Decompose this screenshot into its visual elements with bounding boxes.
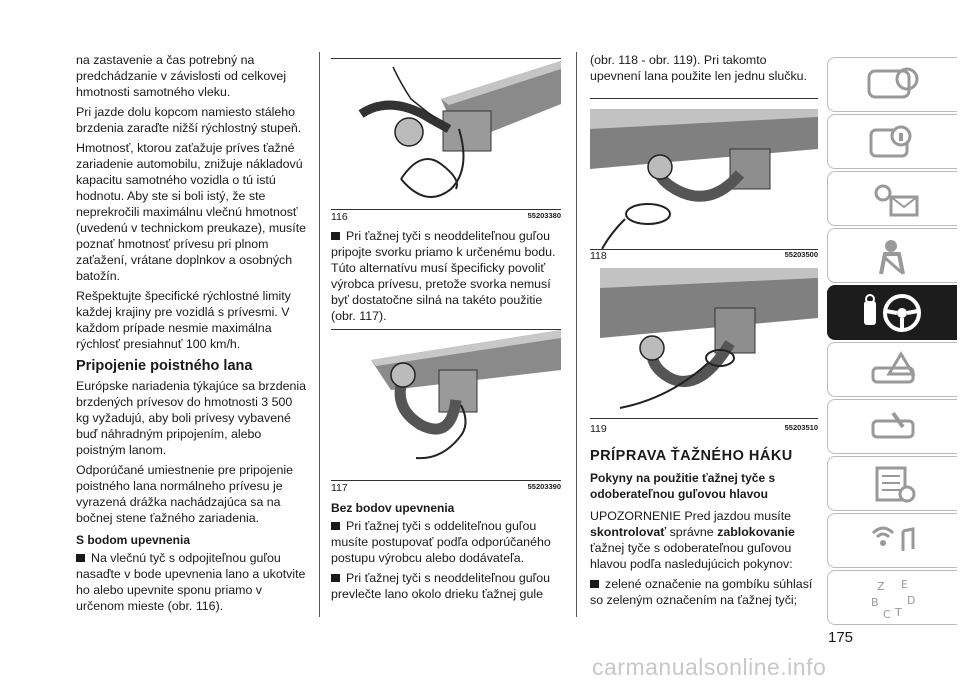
multimedia-icon <box>863 521 923 561</box>
steering-key-icon <box>858 291 928 335</box>
figure-caption: 119 55203510 <box>590 423 818 435</box>
figure-117 <box>331 329 561 481</box>
specs-icon <box>863 464 923 504</box>
repair-icon <box>863 407 923 447</box>
svg-text:D: D <box>906 593 915 607</box>
paragraph: Pri jazde dolu kopcom namiesto stáleho brzdenia zaraďte nižší rýchlostný stupeň. <box>76 105 302 135</box>
tab-index[interactable] <box>827 570 957 625</box>
bullet-icon <box>331 232 340 240</box>
towbar-fixed-illustration <box>331 330 561 480</box>
chapter-tabs <box>827 57 956 627</box>
towbar-rope-wrap-illustration <box>590 268 818 418</box>
bullet-paragraph: Pri ťažnej tyči s neoddeliteľnou guľou prevlečte lano okolo drieku ťažnej gule <box>331 571 551 601</box>
bullet-icon <box>76 554 85 562</box>
bullet-icon <box>331 522 340 530</box>
tab-info[interactable] <box>827 114 957 169</box>
tab-safety[interactable] <box>827 228 957 283</box>
towbar-detachable-illustration <box>331 59 561 209</box>
svg-text:E: E <box>900 577 908 591</box>
watermark: carmanualsonline.info <box>592 654 827 680</box>
dashboard-icon <box>863 65 923 105</box>
warning-car-icon <box>863 350 923 390</box>
section-heading: PRÍPRAVA ŤAŽNÉHO HÁKU <box>590 448 793 464</box>
figure-caption: 116 55203380 <box>331 211 561 223</box>
figure-118 <box>590 98 818 250</box>
bullet-paragraph: zelené označenie na gombíku súhlasí so zeleným označením na ťažnej tyči; <box>590 577 813 607</box>
bullet-icon <box>331 574 340 582</box>
tab-multimedia[interactable] <box>827 513 957 568</box>
tab-specs[interactable] <box>827 456 957 511</box>
svg-text:T: T <box>894 605 902 619</box>
page-number: 175 <box>828 629 854 646</box>
tab-emergency[interactable] <box>827 342 957 397</box>
bullet-paragraph: Pri ťažnej tyči s neoddeliteľnou guľou pripojte svorku priamo k určenému bodu. Túto alternatívu musí špecificky povoliť výrobca prívesu, pretože svorka nemusí byť dostatočne silná na takéto použitie (obr. 117). <box>331 229 556 323</box>
lights-icon <box>863 179 923 219</box>
paragraph: Hmotnosť, ktorou zaťažuje príves ťažné zariadenie automobilu, znižuje nákladovú kapacitu samotného vozidla o tú istú hodnotu. Aby ste si boli istý, že ste neprekročili maximálnu vlečnú hmotnosť (uvedenú v technickom preukaze), musíte poznať hmotnosť prívesu pri plnom zaťažení, vrátane doplnkov a osobných batožín. <box>76 141 307 283</box>
svg-text:C: C <box>882 607 891 620</box>
paragraph: Rešpektujte špecifické rýchlostné limity každej krajiny pre vozidlá s prívesmi. V každom prípade nesmie maximálna rýchlosť presiahnuť 100 km/h. <box>76 289 291 351</box>
tab-lights[interactable] <box>827 171 957 226</box>
towbar-rope-loop-illustration <box>590 99 818 249</box>
svg-text:Z: Z <box>876 579 885 593</box>
column-divider <box>576 52 577 617</box>
paragraph: (obr. 118 - obr. 119). Pri takomto upevnení lana použite len jednu slučku. <box>590 53 807 83</box>
figure-caption: 118 55203500 <box>590 250 818 262</box>
figure-119 <box>590 268 818 419</box>
text-column-1 <box>76 52 308 618</box>
paragraph: Odporúčané umiestnenie pre pripojenie poistného lana normálneho prívesu je vyrazená drážka nachádzajúca sa na bočnej stene ťažného zariadenia. <box>76 463 293 525</box>
index-icon <box>863 576 923 620</box>
svg-text:B: B <box>870 595 879 609</box>
subsection-heading: S bodom upevnenia <box>76 533 191 547</box>
bullet-paragraph: Na vlečnú tyč s odpojiteľnou guľou nasaďte v bode upevnenia lano a ukotvite ho alebo upevnite sponu priamo v určenom mieste (obr. 116). <box>76 551 306 613</box>
tab-maintenance[interactable] <box>827 399 957 454</box>
subsection-heading: Pokyny na použitie ťažnej tyče s odoberateľnou guľovou hlavou <box>590 471 776 501</box>
column-divider <box>319 52 320 617</box>
tab-dashboard[interactable] <box>827 57 957 112</box>
paragraph: na zastavenie a čas potrebný na predchádzanie v závislosti od celkovej hmotnosti samotného vleku. <box>76 53 287 99</box>
tab-driving[interactable] <box>827 285 957 340</box>
bullet-icon <box>590 580 599 588</box>
paragraph: Európske nariadenia týkajúce sa brzdenia brzdených prívesov do hmotnosti 3 500 kg vyžadujú, aby boli prívesy vybavené buď náhradným pripojením, alebo poistným lanom. <box>76 379 307 457</box>
paragraph: UPOZORNENIE Pred jazdou musíte skontrolovať správne zablokovanie ťažnej tyče s odoberateľnou guľovou hlavou podľa nasledujúcich pokynov: <box>590 509 795 571</box>
bullet-paragraph: Pri ťažnej tyči s oddeliteľnou guľou musíte postupovať podľa odporúčaného postupu výrobcu alebo dodávateľa. <box>331 519 551 565</box>
figure-116 <box>331 58 561 210</box>
info-icon <box>863 122 923 162</box>
figure-caption: 117 55203390 <box>331 482 561 494</box>
seatbelt-icon <box>863 236 923 276</box>
subsection-heading: Bez bodov upevnenia <box>331 501 455 515</box>
section-heading: Pripojenie poistného lana <box>76 358 253 374</box>
